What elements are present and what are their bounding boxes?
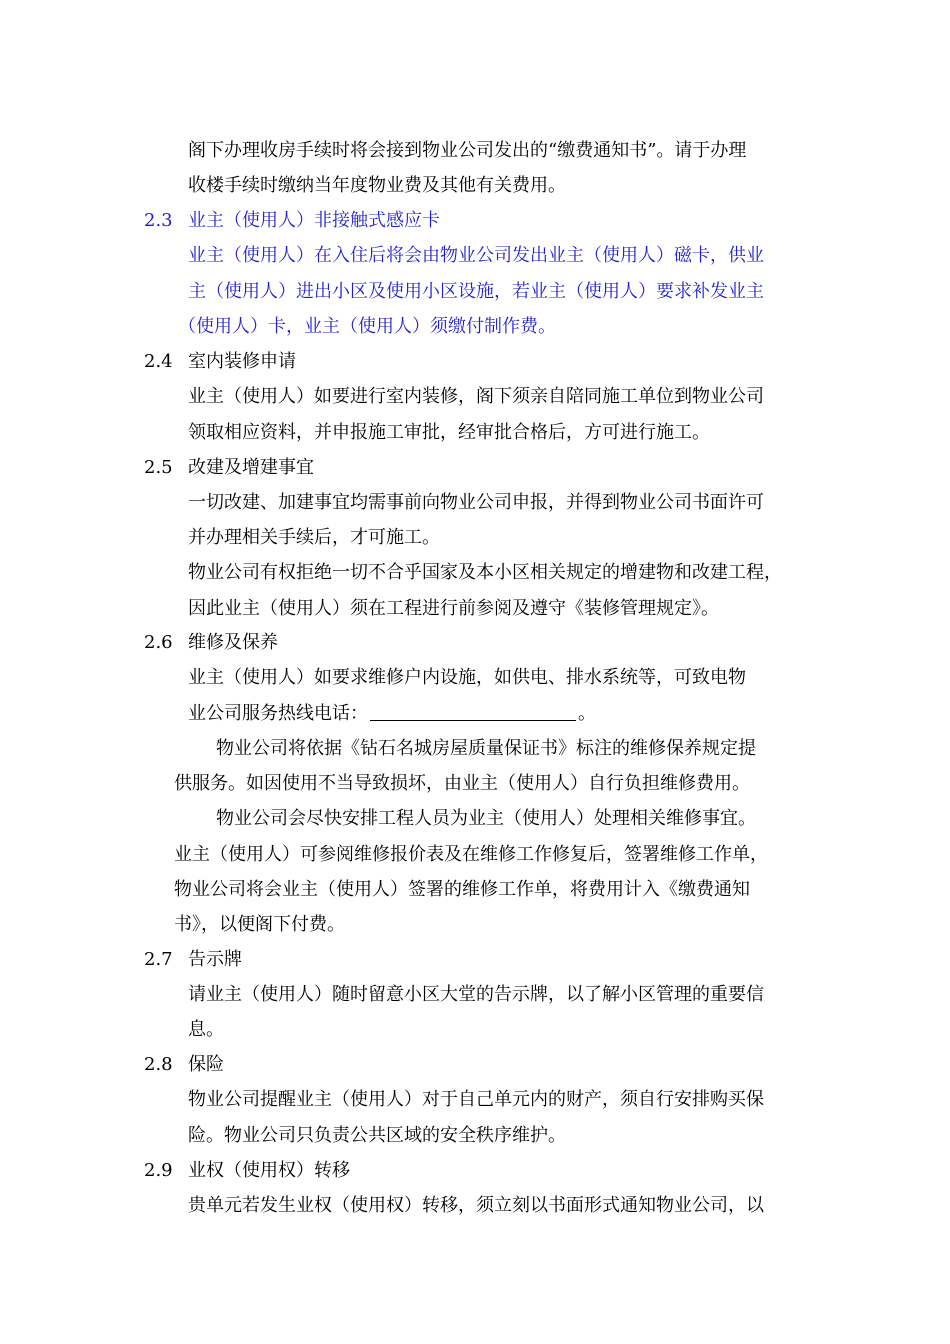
paragraph-line: 一切改建、加建事宜均需事前向物业公司申报，并得到物业公司书面许可: [188, 492, 764, 513]
paragraph-line: 并办理相关手续后，才可施工。: [188, 527, 440, 548]
paragraph-line: 业主（使用人）可参阅维修报价表及在维修工作修复后，签署维修工作单，: [174, 844, 768, 865]
section-heading: 室内装修申请: [188, 351, 296, 372]
section-heading: 维修及保养: [188, 632, 278, 653]
section-number: 2.3: [144, 210, 173, 231]
paragraph-line: 物业公司会尽快安排工程人员为业主（使用人）处理相关维修事宜。: [216, 808, 756, 829]
paragraph-line: 供服务。如因使用不当导致损坏，由业主（使用人）自行负担维修费用。: [174, 773, 750, 794]
section-number: 2.5: [144, 457, 173, 478]
paragraph-line: 物业公司将依据《钻石名城房屋质量保证书》标注的维修保养规定提: [216, 738, 756, 759]
paragraph-line: 物业公司提醒业主（使用人）对于自己单元内的财产，须自行安排购买保: [188, 1089, 764, 1110]
paragraph-line: [188, 702, 596, 726]
paragraph-line: 物业公司有权拒绝一切不合乎国家及本小区相关规定的增建物和改建工程，: [188, 562, 782, 583]
section-number: 2.9: [144, 1160, 173, 1181]
paragraph-line: 业主（使用人）在入住后将会由物业公司发出业主（使用人）磁卡，供业: [188, 245, 764, 266]
section-heading: 保险: [188, 1054, 224, 1075]
paragraph-line: 请业主（使用人）随时留意小区大堂的告示牌，以了解小区管理的重要信: [188, 984, 764, 1005]
section-heading: 告示牌: [188, 949, 242, 970]
section-heading: 业权（使用权）转移: [188, 1160, 350, 1181]
section-heading: 改建及增建事宜: [188, 457, 314, 478]
paragraph-line: 阁下办理收房手续时将会接到物业公司发出的“缴费通知书”。请于办理: [188, 140, 747, 161]
paragraph-line: 息。: [188, 1019, 224, 1040]
section-number: 2.8: [144, 1054, 173, 1075]
paragraph-line: 书》，以便阁下付费。: [174, 914, 345, 935]
paragraph-line: 险。物业公司只负责公共区域的安全秩序维护。: [188, 1125, 566, 1146]
paragraph-line: （使用人）卡，业主（使用人）须缴付制作费。: [178, 316, 556, 337]
hotline-label: 业公司服务热线电话：: [188, 703, 368, 724]
hotline-blank: [370, 702, 576, 721]
paragraph-line: 业主（使用人）如要求维修户内设施，如供电、排水系统等，可致电物: [188, 667, 746, 688]
paragraph-line: 因此业主（使用人）须在工程进行前参阅及遵守《装修管理规定》。: [188, 598, 719, 619]
paragraph-line: 业主（使用人）如要进行室内装修，阁下须亲自陪同施工单位到物业公司: [188, 386, 764, 407]
paragraph-line: 主（使用人）进出小区及使用小区设施，若业主（使用人）要求补发业主: [188, 281, 764, 302]
period-mark: 。: [578, 703, 596, 724]
paragraph-line: 贵单元若发生业权（使用权）转移，须立刻以书面形式通知物业公司，以: [188, 1195, 764, 1216]
paragraph-line: 领取相应资料，并申报施工审批，经审批合格后，方可进行施工。: [188, 422, 710, 443]
section-heading: 业主（使用人）非接触式感应卡: [188, 210, 440, 231]
paragraph-line: 物业公司将会业主（使用人）签署的维修工作单，将费用计入《缴费通知: [174, 879, 750, 900]
section-number: 2.4: [144, 351, 173, 372]
paragraph-line: 收楼手续时缴纳当年度物业费及其他有关费用。: [188, 175, 566, 196]
section-number: 2.7: [144, 949, 173, 970]
section-number: 2.6: [144, 632, 173, 653]
